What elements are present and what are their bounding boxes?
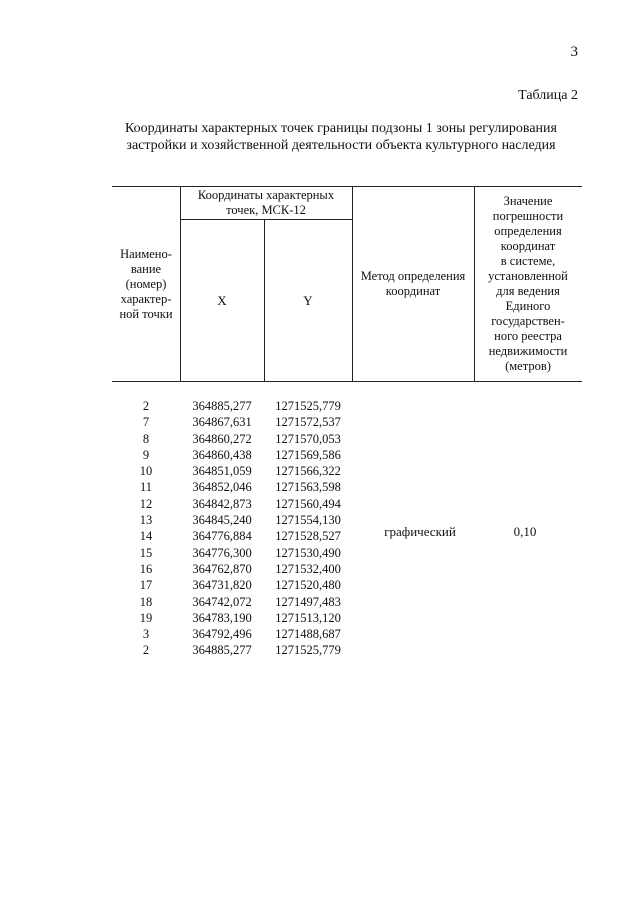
point-number: 18 (139, 594, 153, 609)
table-row (112, 496, 372, 512)
x-value: 364885,277 (192, 399, 252, 413)
point-number: 16 (139, 561, 153, 576)
x-value: 364851,059 (192, 464, 252, 479)
x-value: 364762,870 (192, 561, 252, 576)
x-value: 364776,884 (192, 529, 252, 544)
table-header (112, 186, 582, 382)
table-row (112, 463, 372, 479)
x-value: 364845,240 (192, 513, 252, 528)
point-number: 2 (142, 643, 150, 658)
y-value: 1271569,586 (275, 447, 341, 462)
y-value: 1271563,598 (275, 480, 341, 495)
method-value: графический (384, 524, 456, 539)
header-coordinates-group: Координаты характерных точек, МСК-12 (197, 187, 335, 217)
x-value: 364792,496 (192, 627, 252, 642)
caption-line-2: застройки и хозяйственной деятельности объекта культурного наследия (126, 138, 556, 153)
page-number: 3 (570, 44, 578, 60)
table-row (112, 561, 372, 577)
x-value: 364776,300 (192, 545, 252, 560)
caption-line-1: Координаты характерных точек границы подзоны 1 зоны регулирования (125, 121, 557, 136)
point-number: 12 (139, 496, 153, 511)
y-value: 1271488,687 (275, 627, 341, 642)
x-value: 364860,272 (192, 431, 252, 446)
x-value: 364842,873 (192, 496, 252, 511)
y-value: 1271570,053 (275, 431, 341, 446)
x-value: 364731,820 (192, 578, 252, 593)
table-row (112, 642, 372, 658)
point-number: 11 (139, 480, 153, 495)
y-value: 1271525,779 (275, 643, 341, 658)
table-row (112, 431, 372, 447)
point-number: 9 (142, 447, 150, 462)
header-point-name: Наимено- вание (номер) характер- ной точки (119, 246, 173, 321)
y-value: 1271525,779 (275, 399, 341, 413)
table-row (112, 479, 372, 495)
point-number: 13 (139, 513, 153, 528)
y-value: 1271497,483 (275, 594, 341, 609)
table-row (112, 577, 372, 593)
point-number: 19 (139, 610, 153, 625)
table-row (112, 626, 372, 642)
point-number: 14 (139, 529, 153, 544)
y-value: 1271520,480 (275, 578, 341, 593)
table-label: Таблица 2 (518, 88, 578, 103)
point-number: 8 (142, 431, 150, 446)
table-row (112, 594, 372, 610)
y-value: 1271572,537 (275, 415, 341, 430)
table-row (112, 447, 372, 463)
x-value: 364783,190 (192, 610, 252, 625)
x-value: 364860,438 (192, 447, 252, 462)
point-number: 2 (142, 399, 150, 413)
header-x: X (217, 293, 227, 308)
x-value: 364885,277 (192, 643, 252, 658)
y-value: 1271528,527 (275, 529, 341, 544)
table-row (112, 610, 372, 626)
header-y: Y (303, 293, 313, 308)
x-value: 364852,046 (192, 480, 252, 495)
y-value: 1271554,130 (275, 513, 341, 528)
y-value: 1271530,490 (275, 545, 341, 560)
x-value: 364742,072 (192, 594, 252, 609)
y-value: 1271560,494 (275, 496, 341, 511)
table-caption (100, 120, 582, 154)
y-value: 1271566,322 (275, 464, 341, 479)
table-row (112, 545, 372, 561)
point-number: 3 (142, 627, 150, 642)
header-accuracy: Значение погрешности определения координат в системе, установленной для ведения Единого государствен- ного реестра недвижимости (метров) (488, 194, 568, 373)
x-value: 364867,631 (192, 415, 252, 430)
point-number: 15 (139, 545, 153, 560)
y-value: 1271532,400 (275, 561, 341, 576)
point-number: 7 (142, 415, 150, 430)
coordinates-table-body (112, 398, 372, 659)
table-row (112, 528, 372, 544)
y-value: 1271513,120 (275, 610, 341, 625)
point-number: 17 (139, 578, 153, 593)
table-row (112, 414, 372, 430)
table-row (112, 512, 372, 528)
header-method: Метод определения координат (360, 269, 466, 298)
table-row (112, 398, 372, 414)
accuracy-value: 0,10 (513, 524, 537, 539)
point-number: 10 (139, 464, 153, 479)
